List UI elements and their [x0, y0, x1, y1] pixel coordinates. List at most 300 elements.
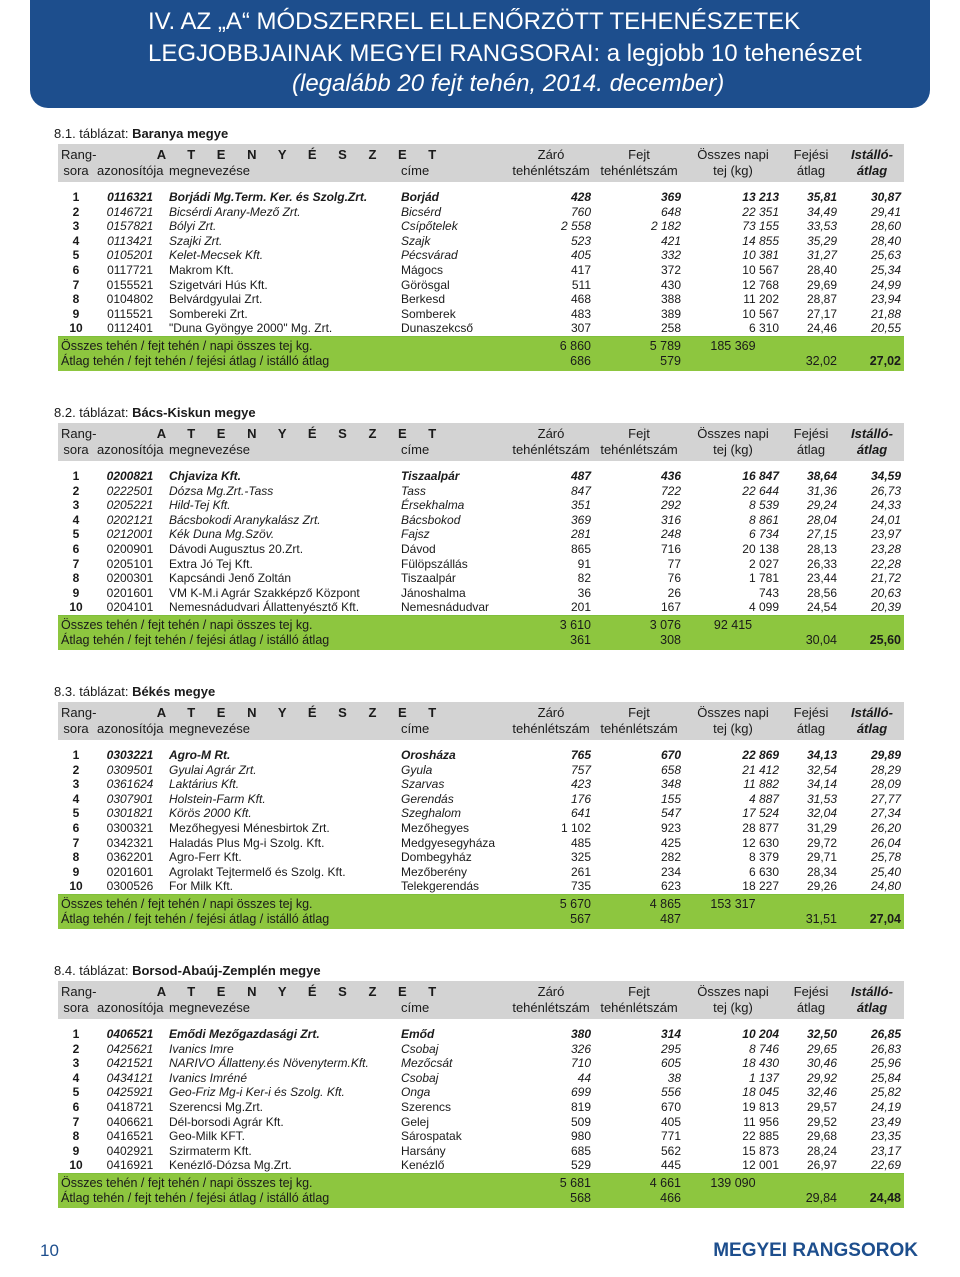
col-header-closing-herd: tehénlétszám — [512, 1000, 590, 1015]
table-row — [58, 307, 904, 322]
col-header-closing-herd: tehénlétszám — [512, 721, 590, 736]
cell-farm-name: Agro-Ferr Kft. — [169, 850, 242, 865]
cell-rank: 2 — [72, 483, 80, 498]
col-header-milked-cows: tehénlétszám — [600, 1000, 678, 1015]
col-header-closing-herd: Záró — [537, 147, 565, 162]
table-row — [58, 1144, 904, 1159]
empty-cell — [840, 1173, 904, 1191]
cell-farm-id: 0309501 — [106, 762, 154, 777]
col-header-closing-herd: tehénlétszám — [512, 163, 590, 178]
spacer-row — [58, 1019, 904, 1027]
cell-milking-avg: 32,04 — [806, 806, 837, 821]
table-row — [58, 219, 904, 234]
spacer-cell — [58, 1019, 904, 1027]
col-header-milking-avg: átlag — [796, 721, 826, 736]
cell-farm-name: Chjaviza Kft. — [169, 469, 242, 483]
col-header-closing-herd: Záró — [537, 426, 565, 441]
cell-milking-avg: 32,50 — [806, 1027, 837, 1041]
title-line-2: LEGJOBBJAINAK MEGYEI RANGSORAI: a legjobb 10 tehenészet — [148, 40, 862, 67]
cell-farm-address: Csípőtelek — [401, 219, 458, 234]
cell-closing-herd: 685 — [570, 1143, 591, 1158]
cell-rank: 8 — [72, 292, 80, 307]
cell-rank: 8 — [72, 1129, 80, 1144]
col-header-total-milk: tej (kg) — [713, 1000, 753, 1015]
cell-closing-herd: 307 — [508, 321, 594, 336]
col-header-milked-cows: tehénlétszám — [600, 442, 678, 457]
cell-milked-cows: 389 — [660, 306, 681, 321]
cell-closing-herd: 757 — [570, 762, 591, 777]
table-row — [58, 484, 904, 499]
spacer-cell — [58, 182, 904, 190]
totals-milked-cows: 4 661 — [649, 1175, 681, 1190]
cell-farm-id: 0361624 — [106, 777, 154, 792]
table-row — [58, 748, 904, 763]
table-row — [58, 821, 904, 836]
averages-row — [58, 1191, 904, 1208]
cell-milked-cows: 282 — [660, 850, 681, 865]
col-header-milked-cows: Fejt — [628, 984, 650, 999]
table-caption — [54, 682, 904, 702]
cell-stable-avg: 24,33 — [870, 498, 901, 513]
cell-total-milk: 10 204 — [742, 1027, 779, 1041]
averages-row — [58, 633, 904, 650]
cell-farm-address: Mezőberény — [401, 864, 468, 879]
empty-cell — [840, 894, 904, 912]
cell-total-milk: 743 — [758, 585, 779, 600]
table-row — [58, 542, 904, 557]
cell-milked-cows: 670 — [660, 748, 681, 762]
table-row — [58, 1115, 904, 1130]
cell-rank: 3 — [72, 219, 80, 234]
cell-farm-name: Bólyi Zrt. — [169, 219, 217, 234]
cell-total-milk: 19 813 — [742, 1099, 779, 1114]
table-row — [58, 513, 904, 528]
cell-closing-herd: 523 — [570, 233, 591, 248]
cell-milked-cows: 77 — [667, 556, 681, 571]
table-row — [58, 205, 904, 220]
cell-rank: 10 — [58, 321, 94, 336]
cell-total-milk: 6 630 — [748, 864, 779, 879]
col-header-rank: Rang- — [61, 426, 97, 441]
averages-label: Átlag tehén / fejt tehén / fejési átlag / istálló átlag — [61, 911, 330, 926]
cell-milked-cows: 369 — [660, 190, 681, 204]
title-subtitle: (legalább 20 fejt tehén, 2014. december) — [292, 70, 725, 97]
spacer-row — [58, 182, 904, 190]
cell-farm-name: Emődi Mezőgazdasági Zrt. — [169, 1027, 320, 1041]
cell-farm-id: 0112401 — [94, 321, 166, 336]
col-header-name: megnevezése — [169, 721, 250, 736]
cell-milked-cows: 372 — [660, 262, 681, 277]
cell-farm-name: Bicsérdi Arany-Mező Zrt. — [169, 204, 301, 219]
cell-total-milk: 6 734 — [748, 527, 779, 542]
cell-stable-avg: 24,80 — [840, 879, 904, 894]
cell-farm-id: 0113421 — [107, 233, 153, 248]
cell-farm-address: Gyula — [401, 762, 433, 777]
cell-closing-herd: 369 — [570, 512, 591, 527]
cell-stable-avg: 26,20 — [870, 820, 901, 835]
cell-total-milk: 10 567 — [742, 262, 779, 277]
spacer-row — [58, 740, 904, 748]
cell-rank: 7 — [72, 1114, 80, 1129]
table-row — [58, 278, 904, 293]
cell-closing-herd: 428 — [570, 190, 591, 204]
cell-farm-address: Szarvas — [401, 777, 445, 792]
cell-farm-address: Borjád — [401, 190, 440, 204]
col-header-total-milk: Összes napi — [697, 705, 769, 720]
county-section — [54, 961, 904, 1208]
cell-rank: 4 — [72, 233, 80, 248]
cell-milking-avg: 23,44 — [806, 571, 837, 586]
table-row — [58, 1158, 904, 1173]
cell-farm-id: 0117721 — [107, 262, 153, 277]
cell-milking-avg: 34,49 — [806, 204, 837, 219]
col-header-total-milk: tej (kg) — [713, 721, 753, 736]
cell-stable-avg: 24,19 — [870, 1099, 901, 1114]
col-header-id: azonosítója — [97, 163, 164, 178]
cell-farm-address: Mezőhegyes — [401, 820, 470, 835]
cell-farm-name: Agro-M Rt. — [169, 748, 231, 762]
cell-milking-avg: 29,65 — [806, 1041, 837, 1056]
totals-milk: 185 369 — [710, 338, 756, 353]
cell-farm-id: 0115521 — [107, 306, 153, 321]
cell-total-milk: 13 213 — [742, 190, 779, 204]
cell-rank: 6 — [72, 1099, 80, 1114]
col-header-milked-cows: Fejt — [628, 147, 650, 162]
avg-closing-herd: 567 — [570, 911, 591, 926]
table-caption-county: Bács-Kiskun megye — [132, 405, 256, 420]
table-row — [58, 527, 904, 542]
cell-total-milk: 22 644 — [742, 483, 779, 498]
cell-farm-name: Sombereki Zrt. — [169, 306, 248, 321]
table-row — [58, 850, 904, 865]
county-section — [54, 682, 904, 929]
col-header-milking-avg: Fejési — [793, 147, 829, 162]
cell-milking-avg: 32,46 — [806, 1085, 837, 1100]
cell-farm-address: Tass — [401, 483, 426, 498]
table-caption — [54, 124, 904, 144]
cell-stable-avg: 20,39 — [840, 600, 904, 615]
cell-rank: 5 — [72, 806, 80, 821]
header-row — [58, 442, 904, 461]
cell-stable-avg: 27,34 — [870, 806, 901, 821]
col-header-name: megnevezése — [169, 1000, 250, 1015]
cell-farm-id: 0342321 — [106, 835, 154, 850]
cell-rank: 9 — [72, 1143, 80, 1158]
cell-stable-avg: 26,85 — [870, 1027, 901, 1041]
cell-milked-cows: 316 — [660, 512, 681, 527]
ranking-table — [58, 423, 904, 650]
col-header-name: megnevezése — [169, 442, 250, 457]
col-header-closing-herd: Záró — [537, 705, 565, 720]
cell-farm-name: Mezőhegyesi Ménesbirtok Zrt. — [169, 820, 330, 835]
cell-farm-id: 0155521 — [106, 277, 154, 292]
cell-farm-name: Borjádi Mg.Term. Ker. és Szolg.Zrt. — [169, 190, 368, 204]
cell-milked-cows: 258 — [594, 321, 684, 336]
cell-farm-name: For Milk Kft. — [166, 879, 398, 894]
cell-rank: 3 — [72, 777, 80, 792]
cell-farm-address: Dávod — [401, 541, 436, 556]
cell-closing-herd: 380 — [570, 1027, 591, 1041]
table-row — [58, 600, 904, 615]
totals-row — [58, 894, 904, 912]
cell-total-milk: 16 847 — [742, 469, 779, 483]
title-line-1: IV. AZ „A“ MÓDSZERREL ELLENŐRZÖTT TEHENÉSZETEK — [148, 8, 801, 35]
cell-stable-avg: 29,41 — [870, 204, 901, 219]
cell-milked-cows: 2 182 — [650, 219, 681, 234]
cell-closing-herd: 765 — [570, 748, 591, 762]
totals-row — [58, 336, 904, 354]
ranking-table — [58, 144, 904, 371]
table-row — [58, 248, 904, 263]
cell-total-milk: 15 873 — [742, 1143, 779, 1158]
cell-farm-id: 0425621 — [106, 1041, 154, 1056]
cell-rank: 1 — [72, 469, 80, 483]
cell-stable-avg: 25,82 — [870, 1085, 901, 1100]
header-row — [58, 721, 904, 740]
avg-closing-herd: 361 — [570, 632, 591, 647]
cell-total-milk: 4 099 — [684, 600, 782, 615]
cell-farm-id: 0421521 — [106, 1056, 154, 1071]
cell-total-milk: 10 381 — [742, 248, 779, 263]
totals-row — [58, 1173, 904, 1191]
col-header-address: címe — [401, 1000, 430, 1015]
table-caption-county: Borsod-Abaúj-Zemplén megye — [132, 963, 321, 978]
cell-closing-herd: 641 — [570, 806, 591, 821]
cell-farm-id: 0434121 — [106, 1070, 154, 1085]
cell-farm-id: 0418721 — [106, 1099, 154, 1114]
cell-farm-name: Ivanics Imre — [169, 1041, 234, 1056]
col-header-stable-avg: Istálló- — [851, 984, 893, 999]
col-header-name: megnevezése — [169, 163, 250, 178]
cell-farm-address: Görösgal — [401, 277, 450, 292]
cell-closing-herd: 405 — [570, 248, 591, 263]
empty-cell — [782, 894, 840, 912]
table-row — [58, 469, 904, 484]
cell-total-milk: 14 855 — [742, 233, 779, 248]
cell-stable-avg: 25,34 — [870, 262, 901, 277]
cell-milked-cows: 923 — [660, 820, 681, 835]
cell-farm-address: Szajk — [401, 233, 431, 248]
col-header-farm: A T E N Y É S Z E T — [156, 426, 446, 441]
cell-milked-cows: 670 — [660, 1099, 681, 1114]
col-header-total-milk: Összes napi — [697, 984, 769, 999]
col-header-rank: Rang- — [61, 984, 97, 999]
cell-farm-id: 0406621 — [106, 1114, 154, 1129]
cell-closing-herd: 201 — [508, 600, 594, 615]
cell-closing-herd: 417 — [570, 262, 591, 277]
cell-milking-avg: 31,29 — [806, 820, 837, 835]
spacer-cell — [58, 740, 904, 748]
cell-farm-address: Emőd — [401, 1027, 435, 1041]
cell-farm-name: Laktárius Kft. — [169, 777, 240, 792]
cell-milked-cows: 348 — [660, 777, 681, 792]
cell-rank: 4 — [72, 791, 80, 806]
cell-total-milk: 12 001 — [684, 1158, 782, 1173]
cell-stable-avg: 23,94 — [870, 292, 901, 307]
cell-closing-herd: 487 — [570, 469, 591, 483]
cell-milking-avg: 28,56 — [806, 585, 837, 600]
table-row — [58, 865, 904, 880]
cell-rank: 7 — [72, 835, 80, 850]
cell-closing-herd: 351 — [570, 498, 591, 513]
empty-cell — [684, 354, 782, 371]
cell-milked-cows: 547 — [660, 806, 681, 821]
col-header-address: címe — [401, 163, 430, 178]
table-caption — [54, 961, 904, 981]
col-header-closing-herd: Záró — [537, 984, 565, 999]
cell-rank: 10 — [58, 1158, 94, 1173]
cell-milking-avg: 29,68 — [806, 1129, 837, 1144]
avg-milked-cows: 487 — [660, 911, 681, 926]
cell-farm-name: Kelet-Mecsek Kft. — [169, 248, 264, 263]
cell-farm-address: Nemesnádudvar — [398, 600, 508, 615]
table-caption-prefix: 8.2. táblázat: — [54, 405, 133, 420]
cell-milked-cows: 167 — [594, 600, 684, 615]
cell-milked-cows: 26 — [667, 585, 681, 600]
cell-farm-address: Telekgerendás — [398, 879, 508, 894]
cell-rank: 3 — [72, 1056, 80, 1071]
col-header-stable-avg: átlag — [856, 442, 888, 457]
avg-milking: 29,84 — [805, 1190, 837, 1205]
totals-milk: 92 415 — [713, 617, 753, 632]
cell-rank: 6 — [72, 820, 80, 835]
cell-farm-name: Körös 2000 Kft. — [169, 806, 252, 821]
cell-farm-id: 0205101 — [106, 556, 154, 571]
cell-total-milk: 1 137 — [748, 1070, 779, 1085]
cell-stable-avg: 29,89 — [870, 748, 901, 762]
cell-closing-herd: 509 — [570, 1114, 591, 1129]
cell-farm-address: Somberek — [401, 306, 456, 321]
table-row — [58, 586, 904, 601]
col-header-address: címe — [401, 721, 430, 736]
cell-milking-avg: 30,46 — [806, 1056, 837, 1071]
table-row — [58, 836, 904, 851]
cell-closing-herd: 760 — [570, 204, 591, 219]
cell-farm-address: Onga — [401, 1085, 431, 1100]
cell-milking-avg: 26,33 — [806, 556, 837, 571]
cell-stable-avg: 24,01 — [870, 512, 901, 527]
avg-milking: 32,02 — [805, 353, 837, 368]
totals-milked-cows: 5 789 — [649, 338, 681, 353]
totals-milk: 139 090 — [710, 1175, 756, 1190]
cell-rank: 1 — [72, 1027, 80, 1041]
cell-total-milk: 22 885 — [742, 1129, 779, 1144]
col-header-milking-avg: átlag — [796, 163, 826, 178]
cell-milking-avg: 35,81 — [806, 190, 837, 204]
cell-total-milk: 18 045 — [742, 1085, 779, 1100]
cell-farm-id: 0104802 — [106, 292, 154, 307]
col-header-id: azonosítója — [97, 1000, 164, 1015]
col-header-stable-avg: átlag — [856, 721, 888, 736]
cell-milked-cows: 388 — [660, 292, 681, 307]
cell-farm-name: Kenézlő-Dózsa Mg.Zrt. — [166, 1158, 398, 1173]
cell-closing-herd: 44 — [577, 1070, 591, 1085]
cell-farm-name: Gyulai Agrár Zrt. — [169, 762, 257, 777]
cell-farm-address: Jánoshalma — [401, 585, 466, 600]
cell-stable-avg: 25,63 — [870, 248, 901, 263]
cell-farm-address: Tiszaalpár — [401, 571, 456, 586]
cell-closing-herd: 699 — [570, 1085, 591, 1100]
cell-total-milk: 28 877 — [742, 820, 779, 835]
cell-milking-avg: 34,13 — [806, 748, 837, 762]
cell-stable-avg: 25,84 — [870, 1070, 901, 1085]
totals-milked-cows: 3 076 — [649, 617, 681, 632]
cell-farm-address: Szeghalom — [401, 806, 462, 821]
cell-milking-avg: 28,34 — [806, 864, 837, 879]
cell-total-milk: 8 379 — [748, 850, 779, 865]
table-caption-county: Békés megye — [132, 684, 216, 699]
table-caption-prefix: 8.4. táblázat: — [54, 963, 133, 978]
cell-closing-herd: 847 — [570, 483, 591, 498]
col-header-farm: A T E N Y É S Z E T — [156, 705, 446, 720]
totals-milked-cows: 4 865 — [649, 896, 681, 911]
cell-closing-herd: 735 — [508, 879, 594, 894]
cell-milked-cows: 445 — [594, 1158, 684, 1173]
cell-total-milk: 73 155 — [742, 219, 779, 234]
cell-farm-id: 0406521 — [106, 1027, 154, 1041]
cell-stable-avg: 28,40 — [870, 233, 901, 248]
cell-farm-address: Sárospatak — [401, 1129, 462, 1144]
table-row — [58, 1085, 904, 1100]
cell-farm-name: NARIVO Állatteny.és Növenyterm.Kft. — [169, 1056, 369, 1071]
ranking-table — [58, 981, 904, 1208]
cell-milked-cows: 76 — [667, 571, 681, 586]
averages-row — [58, 912, 904, 929]
cell-milking-avg: 29,72 — [806, 835, 837, 850]
cell-farm-address: Bicsérd — [401, 204, 442, 219]
col-header-id: azonosítója — [97, 721, 164, 736]
cell-milking-avg: 29,69 — [806, 277, 837, 292]
table-caption-county: Baranya megye — [132, 126, 229, 141]
col-header-total-milk: Összes napi — [697, 426, 769, 441]
cell-rank: 7 — [72, 277, 80, 292]
cell-total-milk: 8 746 — [748, 1041, 779, 1056]
cell-farm-name: Dél-borsodi Agrár Kft. — [169, 1114, 284, 1129]
cell-closing-herd: 483 — [570, 306, 591, 321]
table-row — [58, 321, 904, 336]
cell-closing-herd: 819 — [570, 1099, 591, 1114]
cell-total-milk: 8 861 — [748, 512, 779, 527]
table-caption-prefix: 8.1. táblázat: — [54, 126, 133, 141]
avg-milked-cows: 308 — [660, 632, 681, 647]
col-header-rank: sora — [63, 721, 89, 736]
cell-rank: 9 — [72, 585, 80, 600]
cell-farm-address: Csobaj — [401, 1041, 439, 1056]
empty-cell — [684, 912, 782, 929]
cell-milked-cows: 430 — [660, 277, 681, 292]
cell-rank: 2 — [72, 1041, 80, 1056]
cell-farm-id: 0116321 — [107, 190, 153, 204]
totals-label: Összes tehén / fejt tehén / napi összes tej kg. — [61, 896, 313, 911]
col-header-milked-cows: tehénlétszám — [600, 721, 678, 736]
cell-farm-name: Makrom Kft. — [169, 262, 234, 277]
table-row — [58, 571, 904, 586]
table-row — [58, 1100, 904, 1115]
cell-rank: 1 — [72, 748, 80, 762]
cell-stable-avg: 23,17 — [870, 1143, 901, 1158]
cell-milking-avg: 29,26 — [782, 879, 840, 894]
cell-farm-name: Haladás Plus Mg-i Szolg. Kft. — [169, 835, 325, 850]
empty-cell — [782, 615, 840, 633]
cell-closing-herd: 326 — [570, 1041, 591, 1056]
cell-farm-address: Harsány — [401, 1143, 446, 1158]
cell-farm-address: Érsekhalma — [401, 498, 465, 513]
avg-stable: 27,04 — [869, 911, 901, 926]
cell-milked-cows: 234 — [660, 864, 681, 879]
cell-stable-avg: 28,29 — [870, 762, 901, 777]
table-row — [58, 792, 904, 807]
cell-farm-id: 0402921 — [106, 1143, 154, 1158]
